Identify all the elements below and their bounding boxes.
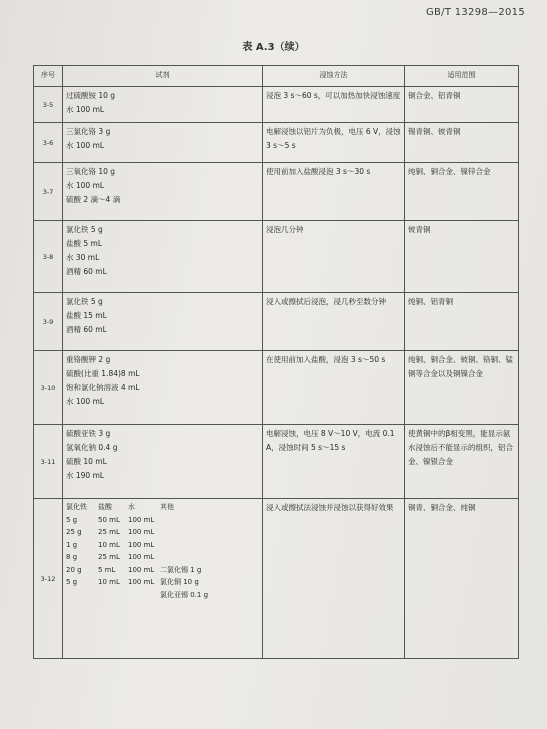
mix-header: 氯化铁 [66,503,87,511]
mix-row [66,576,259,589]
mix-row [66,539,259,552]
reagent-line: 盐酸 5 mL [66,239,103,248]
method-cell: 电解浸蚀以铝片为负极，电压 6 V，浸蚀 3 s～5 s [263,123,405,163]
scope-cell: 纯铜、铜合金、铍铜、铬铜、锰铜等合金以及铜镍合金 [405,351,519,425]
reagent-line: 三氧化铬 10 g [66,167,116,176]
standard-number: GB/T 13298—2015 [425,7,525,18]
reagent-line: 氯化铁 5 g [66,225,103,234]
reagent-line: 重铬酸钾 2 g [66,355,111,364]
table-row [34,293,519,351]
table-title: 表 A.3（续） [242,42,305,53]
mix-value: 100 mL [128,553,155,561]
reagent-line: 硫酸 10 mL [66,457,107,466]
mix-value: 100 mL [128,578,155,586]
mix-value: 50 mL [98,515,120,524]
mix-value [160,551,220,564]
mix-value: 100 mL [128,515,155,524]
mix-value: 10 mL [98,578,120,586]
reagent-line: 过硫酸铵 10 g [66,91,116,100]
reagent-line: 硫酸(比重 1.84)8 mL [66,369,140,378]
row-no: 3-5 [34,87,63,123]
mix-value: 25 mL [98,528,120,536]
mix-value: 5 mL [98,565,116,574]
reagent-cell [63,425,263,499]
reagent-cell [63,87,263,123]
reagent-line: 盐酸 15 mL [66,311,107,320]
mix-row [66,514,259,527]
mix-value: 8 g [66,553,78,561]
reagent-line: 硫酸亚铁 3 g [66,429,111,438]
reagent-line: 酒精 60 mL [66,267,107,276]
mix-value [160,514,220,527]
method-cell: 使用前加入盐酸浸泡 3 s～30 s [263,163,405,221]
scope-cell: 纯铜、铝青铜 [405,293,519,351]
reagent-line: 水 100 mL [66,105,105,114]
reagent-line: 饱和氯化钠溶液 4 mL [66,383,140,392]
mix-row [66,589,259,602]
mix-row [66,564,259,577]
reagent-cell [63,123,263,163]
reagent-cell [63,351,263,425]
reagent-line: 三氯化铬 3 g [66,127,111,136]
row-no: 3-7 [34,163,63,221]
table-row [34,351,519,425]
method-cell: 浸泡 3 s～60 s，可以加热加快浸蚀速度 [263,87,405,123]
reagent-cell [63,221,263,293]
mix-header: 盐酸 [98,503,112,511]
method-cell: 在使用前加入盐酸，浸泡 3 s～50 s [263,351,405,425]
table-row [34,123,519,163]
mix-header: 水 [128,503,135,511]
col-header-scope: 适用范围 [405,66,519,87]
reagent-line: 氢氧化钠 0.4 g [66,443,118,452]
col-header-method: 浸蚀方法 [263,66,405,87]
mix-value: 100 mL [128,540,155,549]
method-cell: 电解浸蚀，电压 8 V～10 V，电流 0.1 A，浸蚀时间 5 s～15 s [263,425,405,499]
mix-value [160,526,220,539]
scope-cell: 铍青铜 [405,221,519,293]
mix-value: 1 g [66,540,78,549]
mix-value: 氯化铜 10 g [160,578,199,586]
reagent-line: 水 190 mL [66,471,105,480]
mix-value: 5 g [66,578,78,586]
row-no: 3-12 [34,499,63,659]
row-no: 3-10 [34,351,63,425]
table-row [34,425,519,499]
reagent-line: 水 100 mL [66,181,105,190]
mix-value [66,589,98,602]
reagent-line: 硫酸 2 滴～4 滴 [66,195,121,204]
table-header-row [34,66,519,87]
reagent-line: 氯化铁 5 g [66,297,103,306]
reagent-table [33,65,519,659]
scope-cell: 锡青铜、铍青铜 [405,123,519,163]
mix-value: 10 mL [98,540,120,549]
reagent-line: 水 30 mL [66,253,100,262]
mix-value: 20 g [66,565,82,574]
scope-cell: 纯铜、铜合金、镍锌合金 [405,163,519,221]
scope-cell: 铜青、铜合金、纯铜 [405,499,519,659]
mix-value: 100 mL [128,528,155,536]
reagent-cell [63,163,263,221]
mix-header: 其他 [160,503,174,511]
table-row [34,87,519,123]
reagent-line: 酒精 60 mL [66,325,107,334]
method-cell: 浸入或擦拭后浸泡，浸几秒至数分钟 [263,293,405,351]
col-header-no: 序号 [34,66,63,87]
mix-value: 25 g [66,528,82,536]
mix-value [98,589,128,602]
mix-header-row [66,501,259,514]
mix-row [66,526,259,539]
row-no: 3-6 [34,123,63,163]
mix-value: 二氯化锡 1 g [160,565,202,574]
mix-value: 25 mL [98,553,120,561]
method-cell: 浸入或擦拭法浸蚀并浸蚀以获得好效果 [263,499,405,659]
method-cell: 浸泡几分钟 [263,221,405,293]
table-row [34,499,519,659]
mix-value: 100 mL [128,565,155,574]
mix-value: 5 g [66,515,78,524]
reagent-cell [63,293,263,351]
mix-value: 氯化亚锡 0.1 g [160,590,209,599]
reagent-mix-cell [63,499,263,659]
row-no: 3-8 [34,221,63,293]
row-no: 3-11 [34,425,63,499]
row-no: 3-9 [34,293,63,351]
mix-row [66,551,259,564]
mix-value [128,589,160,602]
col-header-reagent: 试剂 [63,66,263,87]
reagent-line: 水 100 mL [66,141,105,150]
mix-value [160,539,220,552]
scope-cell: 使黄铜中的β相变黑，能显示氨水浸蚀后不能显示的组织，铝合金、镍银合金 [405,425,519,499]
table-row [34,163,519,221]
reagent-line: 水 100 mL [66,397,105,406]
table-row [34,221,519,293]
scope-cell: 铜合金、铝青铜 [405,87,519,123]
